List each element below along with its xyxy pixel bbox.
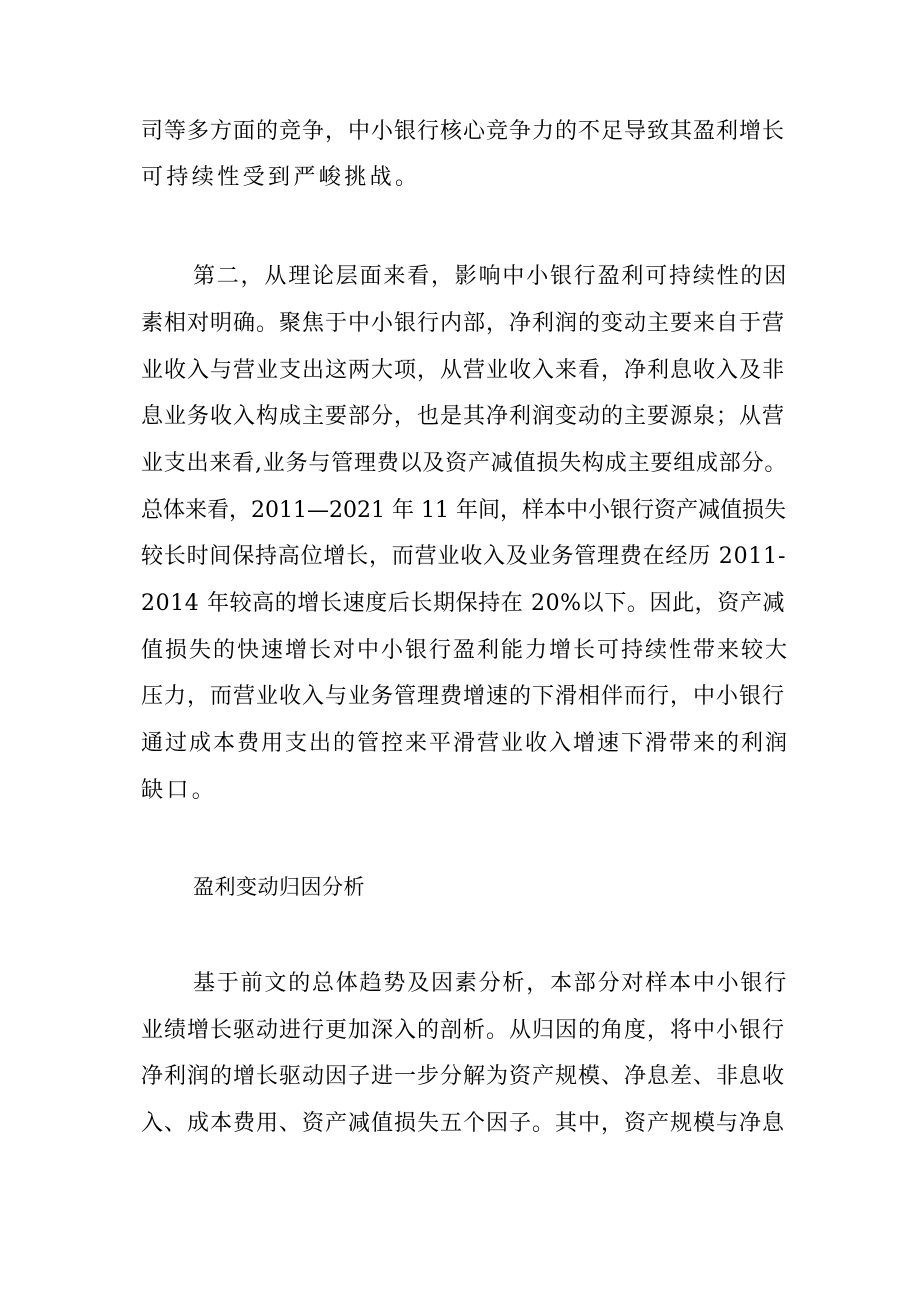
- text-line: 素相对明确。聚焦于中小银行内部，净利润的变动主要来自于营: [141, 311, 786, 336]
- text-line: 2014 年较高的增长速度后长期保持在 20%以下。因此，资产减: [141, 591, 786, 616]
- text-line: 可持续性受到严峻挑战。: [141, 165, 421, 190]
- section-heading: 盈利变动归因分析: [193, 875, 365, 899]
- text-line: 缺口。: [141, 778, 218, 803]
- text-line: 较长时间保持高位增长，而营业收入及业务管理费在经历 2011-: [141, 544, 787, 569]
- text-line: 值损失的快速增长对中小银行盈利能力增长可持续性带来较大: [141, 638, 790, 663]
- text-line: 业绩增长驱动进行更加深入的剖析。从归因的角度，将中小银行: [141, 1018, 786, 1043]
- text-line: 通过成本费用支出的管控来平滑营业收入增速下滑带来的利润: [141, 731, 790, 756]
- text-line: 基于前文的总体趋势及因素分析，本部分对样本中小银行: [193, 971, 789, 996]
- text-line: 业收入与营业支出这两大项，从营业收入来看，净利息收入及非: [141, 358, 786, 383]
- text-line: 业支出来看,业务与管理费以及资产减值损失构成主要组成部分。: [141, 451, 788, 476]
- text-line: 压力，而营业收入与业务管理费增速的下滑相伴而行，中小银行: [141, 684, 786, 709]
- text-line: 息业务收入构成主要部分，也是其净利润变动的主要源泉；从营: [141, 404, 786, 429]
- text-line: 入、成本费用、资产减值损失五个因子。其中，资产规模与净息: [141, 1111, 786, 1136]
- text-line: 司等多方面的竞争，中小银行核心竞争力的不足导致其盈利增长: [141, 119, 786, 144]
- text-line: 总体来看，2011—2021 年 11 年间，样本中小银行资产减值损失: [141, 498, 786, 523]
- text-line: 第二，从理论层面来看，影响中小银行盈利可持续性的因: [193, 264, 789, 289]
- text-line: 净利润的增长驱动因子进一步分解为资产规模、净息差、非息收: [141, 1064, 786, 1089]
